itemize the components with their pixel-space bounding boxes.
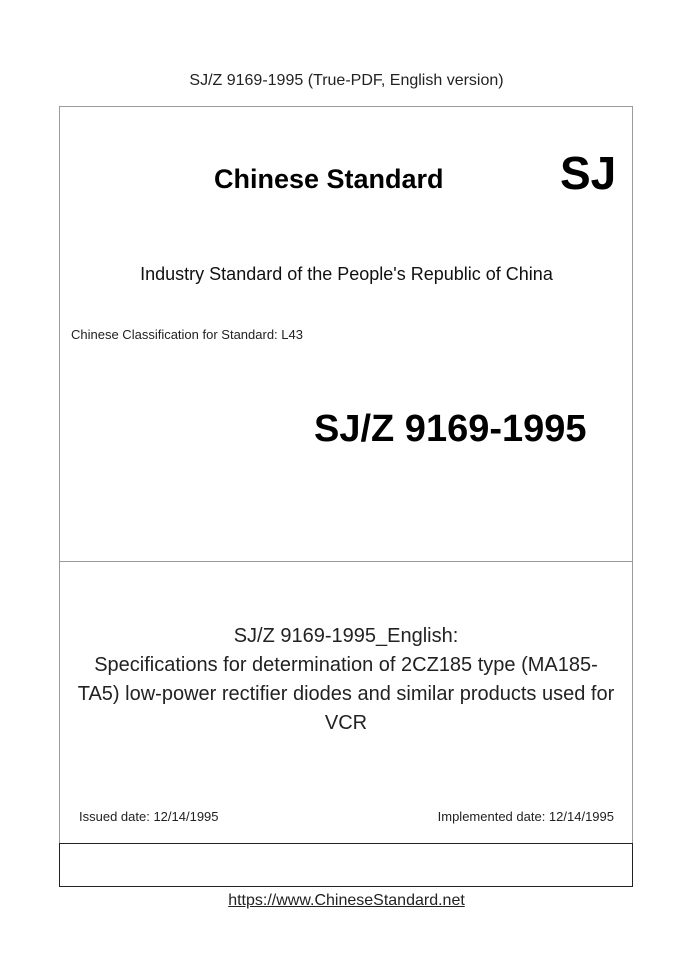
- cover-title: Chinese Standard: [214, 164, 444, 194]
- implemented-date: Implemented date: 12/14/1995: [437, 809, 614, 824]
- issued-date: Issued date: 12/14/1995: [79, 809, 219, 824]
- classification-text: Chinese Classification for Standard: L43: [71, 327, 303, 342]
- document-description: [59, 622, 633, 738]
- document-line: Specifications for determination of 2CZ185 type (MA185-: [94, 654, 598, 676]
- standard-code-mark: SJ: [560, 147, 617, 199]
- footer-box: [59, 843, 633, 887]
- document-line: VCR: [324, 712, 368, 734]
- document-line: SJ/Z 9169-1995_English:: [233, 625, 459, 647]
- document-line: TA5) low-power rectifier diodes and similar products used for: [77, 683, 615, 705]
- header-title: SJ/Z 9169-1995 (True-PDF, English version): [189, 72, 504, 89]
- standard-number: SJ/Z 9169-1995: [314, 408, 587, 450]
- cover-subtitle: Industry Standard of the People's Republic of China: [140, 264, 553, 284]
- footer-link[interactable]: https://www.ChineseStandard.net: [228, 892, 465, 909]
